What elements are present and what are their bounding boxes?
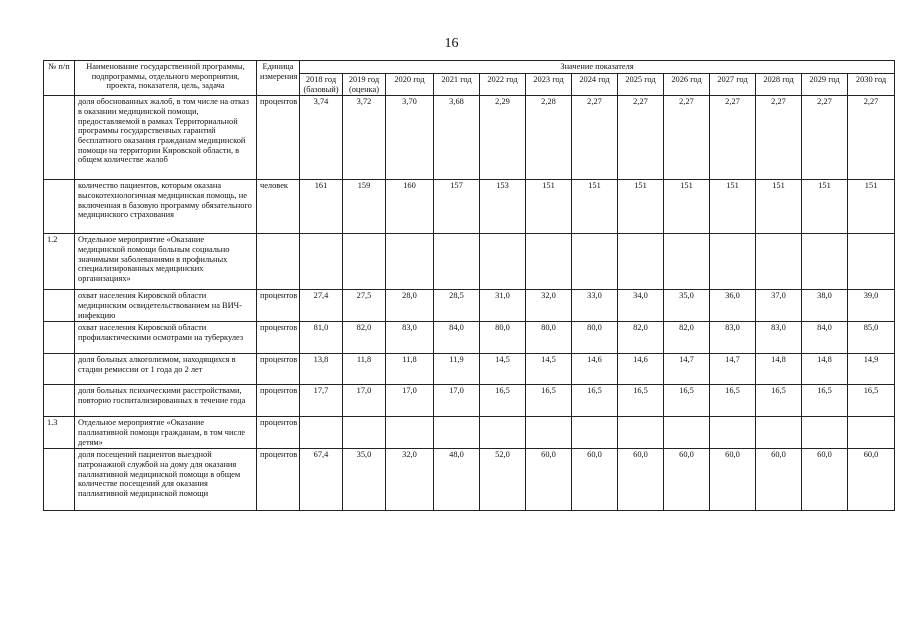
value-cell: 161 (300, 180, 343, 234)
value-cell: 82,0 (664, 322, 710, 354)
header-unit: Единица измерения (257, 61, 300, 96)
value-cell (386, 234, 434, 290)
value-cell: 81,0 (300, 322, 343, 354)
unit-cell: процентов (257, 322, 300, 354)
value-cell: 159 (343, 180, 386, 234)
table-row (44, 96, 895, 180)
value-cell: 34,0 (618, 290, 664, 322)
value-cell (386, 417, 434, 449)
header-year: 2029 год (802, 74, 848, 96)
header-num: № п/п (44, 61, 75, 96)
table-row (44, 322, 895, 354)
value-cell: 151 (848, 180, 895, 234)
value-cell: 11,8 (343, 354, 386, 385)
value-cell: 60,0 (526, 449, 572, 511)
value-cell: 151 (572, 180, 618, 234)
value-cell: 11,9 (434, 354, 480, 385)
value-cell (710, 417, 756, 449)
value-cell: 3,70 (386, 96, 434, 180)
header-values: Значение показателя (300, 61, 895, 74)
header-year: 2022 год (480, 74, 526, 96)
value-cell (343, 417, 386, 449)
header-year: 2019 год (оценка) (343, 74, 386, 96)
value-cell: 3,74 (300, 96, 343, 180)
value-cell: 60,0 (618, 449, 664, 511)
value-cell: 16,5 (848, 385, 895, 417)
value-cell: 16,5 (572, 385, 618, 417)
value-cell: 39,0 (848, 290, 895, 322)
value-cell: 151 (756, 180, 802, 234)
value-cell: 85,0 (848, 322, 895, 354)
indicator-name: доля обоснованных жалоб, в том числе на отказ в оказании медицинской помощи, предоставляемой в рамках Территориальной программы государственных гарантий бесплатного оказания гражданам медицинской помощи на территории Кировской области, в общем количестве жалоб (75, 96, 257, 180)
value-cell: 36,0 (710, 290, 756, 322)
value-cell: 37,0 (756, 290, 802, 322)
value-cell: 83,0 (710, 322, 756, 354)
value-cell (300, 417, 343, 449)
value-cell: 2,27 (848, 96, 895, 180)
value-cell: 32,0 (526, 290, 572, 322)
value-cell: 52,0 (480, 449, 526, 511)
row-number (44, 96, 75, 180)
value-cell: 151 (802, 180, 848, 234)
value-cell: 80,0 (572, 322, 618, 354)
unit-cell: процентов (257, 354, 300, 385)
value-cell: 31,0 (480, 290, 526, 322)
value-cell: 16,5 (664, 385, 710, 417)
value-cell: 14,5 (480, 354, 526, 385)
header-year: 2025 год (618, 74, 664, 96)
value-cell: 151 (710, 180, 756, 234)
value-cell (300, 234, 343, 290)
value-cell (343, 234, 386, 290)
value-cell: 14,7 (664, 354, 710, 385)
value-cell: 48,0 (434, 449, 480, 511)
header-name: Наименование государственной программы, подпрограммы, отдельного мероприятия, проекта, показателя, цель, задача (75, 61, 257, 96)
value-cell (710, 234, 756, 290)
value-cell (526, 234, 572, 290)
header-year: 2027 год (710, 74, 756, 96)
unit-cell: процентов (257, 385, 300, 417)
value-cell: 2,28 (526, 96, 572, 180)
table-row (44, 385, 895, 417)
value-cell: 14,5 (526, 354, 572, 385)
indicator-name: охват населения Кировской области медицинским освидетельствованием на ВИЧ-инфекцию (75, 290, 257, 322)
header-year: 2023 год (526, 74, 572, 96)
value-cell (848, 234, 895, 290)
value-cell: 13,8 (300, 354, 343, 385)
value-cell (802, 417, 848, 449)
value-cell: 14,9 (848, 354, 895, 385)
indicator-name: Отдельное мероприятие «Оказание паллиативной помощи гражданам, в том числе детям» (75, 417, 257, 449)
value-cell: 84,0 (434, 322, 480, 354)
value-cell (480, 417, 526, 449)
value-cell: 83,0 (386, 322, 434, 354)
table-row (44, 449, 895, 511)
value-cell: 17,0 (343, 385, 386, 417)
value-cell: 157 (434, 180, 480, 234)
row-number (44, 449, 75, 511)
value-cell: 14,8 (802, 354, 848, 385)
value-cell (526, 417, 572, 449)
value-cell (756, 417, 802, 449)
value-cell: 28,5 (434, 290, 480, 322)
value-cell (756, 234, 802, 290)
value-cell: 83,0 (756, 322, 802, 354)
table-row (44, 180, 895, 234)
value-cell: 35,0 (343, 449, 386, 511)
header-year: 2021 год (434, 74, 480, 96)
header-year: 2020 год (386, 74, 434, 96)
value-cell (618, 417, 664, 449)
value-cell: 16,5 (756, 385, 802, 417)
indicator-name: доля больных алкоголизмом, находящихся в стадии ремиссии от 1 года до 2 лет (75, 354, 257, 385)
header-year: 2026 год (664, 74, 710, 96)
value-cell: 38,0 (802, 290, 848, 322)
value-cell: 14,8 (756, 354, 802, 385)
value-cell: 60,0 (572, 449, 618, 511)
value-cell: 80,0 (480, 322, 526, 354)
value-cell: 35,0 (664, 290, 710, 322)
value-cell: 16,5 (526, 385, 572, 417)
value-cell: 27,4 (300, 290, 343, 322)
indicator-name: охват населения Кировской области профилактическими осмотрами на туберкулез (75, 322, 257, 354)
table-row (44, 234, 895, 290)
row-number (44, 180, 75, 234)
value-cell (848, 417, 895, 449)
value-cell: 2,27 (618, 96, 664, 180)
value-cell: 16,5 (480, 385, 526, 417)
table-body (44, 96, 895, 511)
unit-cell: процентов (257, 449, 300, 511)
value-cell: 60,0 (848, 449, 895, 511)
value-cell: 11,8 (386, 354, 434, 385)
row-number: 1.2 (44, 234, 75, 290)
value-cell: 151 (618, 180, 664, 234)
header-year: 2028 год (756, 74, 802, 96)
value-cell: 67,4 (300, 449, 343, 511)
value-cell (664, 417, 710, 449)
value-cell (802, 234, 848, 290)
value-cell (664, 234, 710, 290)
table-row (44, 417, 895, 449)
header-year: 2030 год (848, 74, 895, 96)
header-year: 2024 год (572, 74, 618, 96)
value-cell: 33,0 (572, 290, 618, 322)
value-cell (434, 234, 480, 290)
value-cell: 2,27 (572, 96, 618, 180)
row-number (44, 290, 75, 322)
value-cell: 3,72 (343, 96, 386, 180)
value-cell (480, 234, 526, 290)
indicator-name: доля больных психическими расстройствами, повторно госпитализированных в течение года (75, 385, 257, 417)
unit-cell: процентов (257, 417, 300, 449)
value-cell: 60,0 (756, 449, 802, 511)
value-cell: 151 (664, 180, 710, 234)
value-cell: 60,0 (664, 449, 710, 511)
value-cell (572, 234, 618, 290)
value-cell: 84,0 (802, 322, 848, 354)
value-cell: 60,0 (710, 449, 756, 511)
value-cell: 17,7 (300, 385, 343, 417)
value-cell (572, 417, 618, 449)
unit-cell (257, 234, 300, 290)
row-number (44, 354, 75, 385)
value-cell: 82,0 (343, 322, 386, 354)
indicator-name: доля посещений пациентов выездной патронажной службой на дому для оказания паллиативной медицинской помощи в общем количестве посещений для оказания паллиативной медицинской помощи (75, 449, 257, 511)
value-cell: 16,5 (710, 385, 756, 417)
value-cell: 2,27 (710, 96, 756, 180)
row-number (44, 322, 75, 354)
value-cell: 14,6 (572, 354, 618, 385)
indicator-table (43, 60, 895, 511)
indicator-name: Отдельное мероприятие «Оказание медицинской помощи больным социально значимыми заболеваниями в профильных специализированных медицинских организациях» (75, 234, 257, 290)
page-number: 16 (444, 36, 459, 51)
value-cell: 160 (386, 180, 434, 234)
value-cell: 2,27 (756, 96, 802, 180)
value-cell: 60,0 (802, 449, 848, 511)
value-cell (618, 234, 664, 290)
value-cell: 2,29 (480, 96, 526, 180)
header-year: 2018 год (базовый) (300, 74, 343, 96)
value-cell: 80,0 (526, 322, 572, 354)
table-row (44, 290, 895, 322)
value-cell (434, 417, 480, 449)
row-number (44, 385, 75, 417)
value-cell: 17,0 (434, 385, 480, 417)
unit-cell: процентов (257, 290, 300, 322)
value-cell: 3,68 (434, 96, 480, 180)
unit-cell: процентов (257, 96, 300, 180)
value-cell: 17,0 (386, 385, 434, 417)
value-cell: 16,5 (618, 385, 664, 417)
row-number: 1.3 (44, 417, 75, 449)
value-cell: 14,6 (618, 354, 664, 385)
value-cell: 2,27 (802, 96, 848, 180)
value-cell: 27,5 (343, 290, 386, 322)
value-cell: 2,27 (664, 96, 710, 180)
value-cell: 153 (480, 180, 526, 234)
unit-cell: человек (257, 180, 300, 234)
value-cell: 151 (526, 180, 572, 234)
indicator-name: количество пациентов, которым оказана высокотехнологичная медицинская помощь, не включенная в базовую программу обязательного медицинского страхования (75, 180, 257, 234)
table-header (44, 61, 895, 96)
value-cell: 28,0 (386, 290, 434, 322)
value-cell: 82,0 (618, 322, 664, 354)
value-cell: 14,7 (710, 354, 756, 385)
table-row (44, 354, 895, 385)
value-cell: 32,0 (386, 449, 434, 511)
value-cell: 16,5 (802, 385, 848, 417)
